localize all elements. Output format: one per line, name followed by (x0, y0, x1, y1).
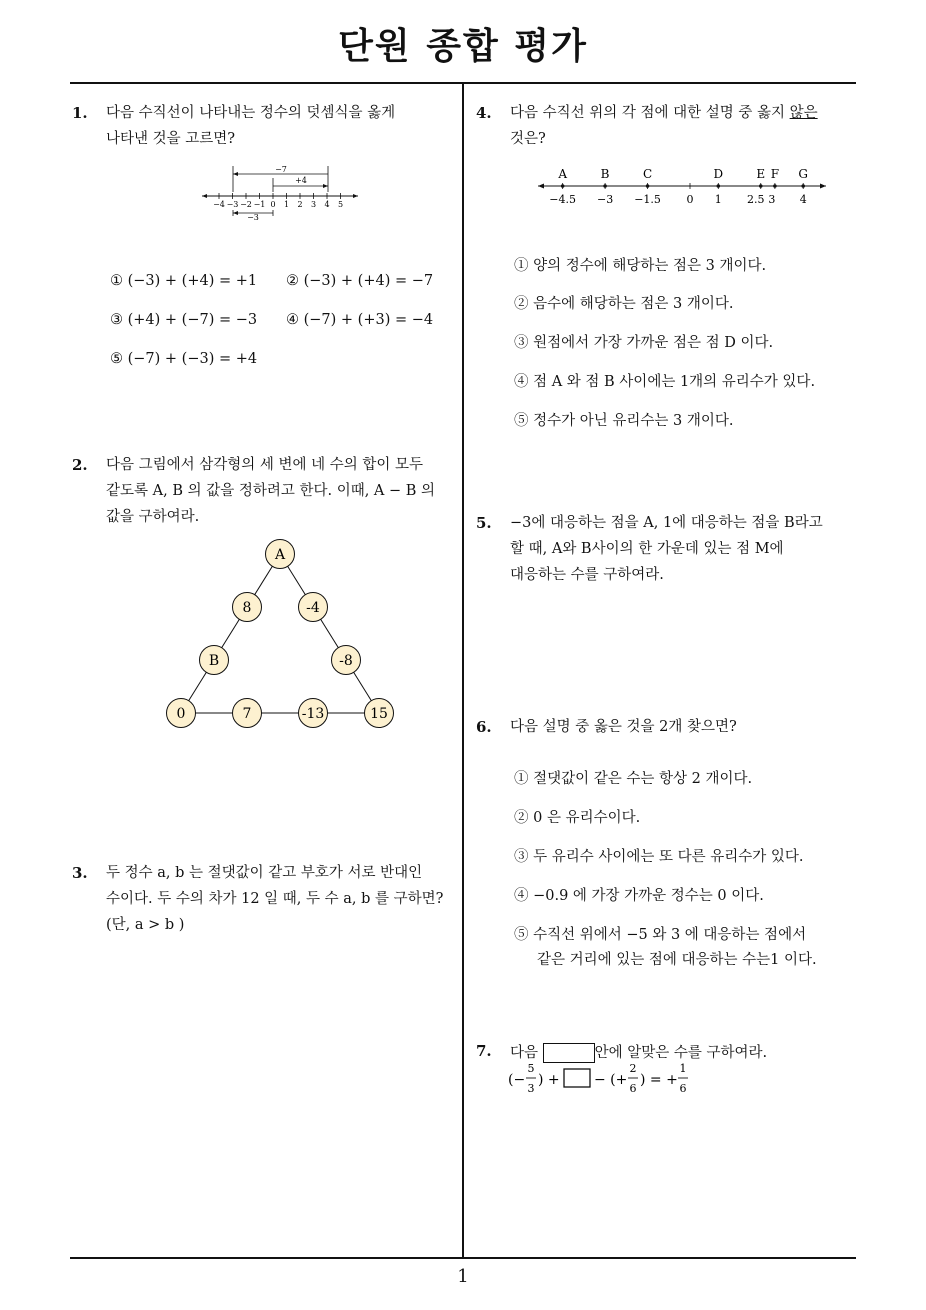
q4-tick-label: 2.5 (747, 193, 765, 206)
q1-number: 1. (72, 104, 88, 122)
q7-pre: 다음 (510, 1045, 539, 1061)
q2-number: 2. (72, 456, 88, 474)
q1-tick-label: 1 (283, 200, 290, 209)
q4-tick-label: −3 (596, 193, 614, 206)
q6-option-5[interactable]: ⑤ 수직선 위에서 −5 와 3 에 대응하는 점에서 (514, 927, 807, 943)
q1-tick-label: 0 (270, 200, 276, 209)
q1-tick-label: 3 (310, 200, 317, 209)
q1-text (106, 100, 451, 152)
q4-number: 4. (476, 104, 492, 122)
q1-number-line-figure (198, 162, 363, 224)
q4-point-dot (773, 184, 777, 188)
q7-eq-d: ) = + (640, 1072, 678, 1088)
q2-line1: 다음 그림에서 삼각형의 세 변에 네 수의 합이 모두 (106, 457, 424, 473)
q7-frac3-den: 6 (679, 1082, 687, 1095)
q4-point-label: G (798, 167, 808, 181)
q6-option-4[interactable]: ④ −0.9 에 가장 가까운 정수는 0 이다. (514, 888, 764, 904)
q6-option-2[interactable]: ② 0 은 유리수이다. (514, 810, 641, 826)
q4-point-dot (801, 184, 805, 188)
q1-tick-label: 5 (337, 200, 344, 209)
q3-line3: (단, a > b ) (106, 917, 185, 933)
q4-point-label: D (713, 167, 724, 181)
q2-node-label: -4 (306, 600, 320, 616)
q4-point-label: C (642, 167, 653, 181)
q4-number-line-figure (532, 162, 832, 212)
q6-option-3[interactable]: ③ 두 유리수 사이에는 또 다른 유리수가 있다. (514, 849, 804, 865)
q1-fig-top-label: −7 (275, 165, 287, 174)
q4-point-label: A (558, 167, 567, 181)
q2-triangle-figure (160, 535, 400, 735)
q4-tick-label: −4.5 (549, 193, 577, 206)
q1-line1: 다음 수직선이 나타내는 정수의 덧셈식을 옳게 (106, 105, 396, 121)
q3-line1: 두 정수 a, b 는 절댓값이 같고 부호가 서로 반대인 (106, 865, 423, 881)
q4-point-dot (717, 184, 721, 188)
q7-equation (508, 1060, 698, 1098)
q5-line3: 대응하는 수를 구하여라. (510, 567, 664, 583)
q1-tick-label: −1 (253, 200, 266, 209)
q3-number: 3. (72, 864, 88, 882)
q4-option-5[interactable]: ⑤ 정수가 아닌 유리수는 3 개이다. (514, 413, 734, 429)
q2-line3: 값을 구하여라. (106, 509, 200, 525)
q2-node-label: 15 (370, 706, 388, 722)
q1-option-1[interactable]: ① (−3) + (+4) = +1 (110, 273, 258, 289)
q7-eq-c: − (+ (594, 1072, 628, 1088)
q2-node-label: -13 (301, 706, 325, 722)
q1-tick-label: 2 (297, 200, 303, 209)
q4-option-1[interactable]: ① 양의 정수에 해당하는 점은 3 개이다. (514, 258, 767, 274)
q4-tick-label: 0 (686, 193, 694, 206)
q7-number: 7. (476, 1042, 492, 1060)
q1-tick-label: −4 (213, 200, 225, 209)
q1-option-2[interactable]: ② (−3) + (+4) = −7 (286, 273, 434, 289)
q1-option-4[interactable]: ④ (−7) + (+3) = −4 (286, 312, 434, 328)
column-divider (462, 83, 464, 1258)
q4-point-label: F (770, 167, 780, 181)
q3-line2: 수이다. 두 수의 차가 12 일 때, 두 수 a, b 를 구하면? (106, 891, 444, 907)
q4-point-dot (561, 184, 565, 188)
q4-tick-label: −1.5 (634, 193, 661, 206)
q4-point-dot (759, 184, 763, 188)
q4-tick-label: 1 (714, 193, 722, 206)
q7-frac3-num: 1 (679, 1062, 687, 1075)
q4-option-2[interactable]: ② 음수에 해당하는 점은 3 개이다. (514, 296, 734, 312)
q1-option-5[interactable]: ⑤ (−7) + (−3) = +4 (110, 351, 258, 367)
q6-option-5-cont: 같은 거리에 있는 점에 대응하는 수는1 이다. (537, 952, 817, 968)
q7-frac2-num: 2 (629, 1062, 637, 1075)
q1-fig-mid-label: +4 (295, 176, 307, 185)
q1-tick-label: −3 (226, 200, 239, 209)
q1-fig-bot-label: −3 (247, 213, 259, 222)
q5-line2: 할 때, A와 B사이의 한 가운데 있는 점 M에 (510, 541, 784, 557)
q7-eq-b: ) + (538, 1072, 560, 1088)
q2-node-label: 8 (242, 600, 252, 616)
page-number: 1 (457, 1266, 469, 1287)
q4-point-label: B (600, 167, 610, 181)
q2-line2: 같도록 A, B 의 값을 정하려고 한다. 이때, A − B 의 (106, 483, 436, 499)
q7-eq-box[interactable] (564, 1069, 590, 1087)
q4-option-3[interactable]: ③ 원점에서 가장 가까운 점은 점 D 이다. (514, 335, 774, 351)
q1-option-3[interactable]: ③ (+4) + (−7) = −3 (110, 312, 258, 328)
q7-frac1-den: 3 (527, 1082, 535, 1095)
q2-text (106, 452, 458, 530)
q4-line1: 다음 수직선 위의 각 점에 대한 설명 중 옳지 (510, 105, 790, 121)
q2-node-label: B (208, 653, 220, 669)
q1-line2: 나타낸 것을 고르면? (106, 131, 236, 147)
footer-rule (70, 1257, 856, 1259)
q2-node-label: -8 (339, 653, 353, 669)
q2-node-label: 7 (242, 706, 252, 722)
q2-node-label: A (274, 547, 286, 563)
q4-point-dot (646, 184, 650, 188)
q4-tick-label: 4 (799, 193, 807, 206)
q5-line1: −3에 대응하는 점을 A, 1에 대응하는 점을 B라고 (510, 515, 823, 531)
q3-text (106, 860, 458, 938)
q4-line2: 것은? (510, 131, 546, 147)
page-title: 단원 종합 평가 (338, 26, 588, 67)
q7-frac2-den: 6 (629, 1082, 637, 1095)
q7-frac1-num: 5 (527, 1062, 535, 1075)
q6-text: 다음 설명 중 옳은 것을 2개 찾으면? (510, 719, 737, 735)
q2-node-label: 0 (176, 706, 186, 722)
q5-number: 5. (476, 514, 492, 532)
q1-tick-label: −2 (240, 200, 252, 209)
q7-eq-a: (− (508, 1072, 526, 1088)
q4-point-label: E (756, 167, 766, 181)
q7-post: 안에 알맞은 수를 구하여라. (594, 1045, 768, 1061)
q5-text (510, 510, 855, 588)
q4-point-dot (603, 184, 607, 188)
q1-tick-label: 4 (324, 200, 330, 209)
q4-text (510, 100, 850, 152)
q4-option-4[interactable]: ④ 점 A 와 점 B 사이에는 1개의 유리수가 있다. (514, 374, 816, 390)
q6-number: 6. (476, 718, 492, 736)
q4-tick-label: 3 (768, 193, 776, 206)
q6-option-1[interactable]: ① 절댓값이 같은 수는 항상 2 개이다. (514, 771, 753, 787)
q4-underlined-word: 않은 (789, 105, 818, 121)
